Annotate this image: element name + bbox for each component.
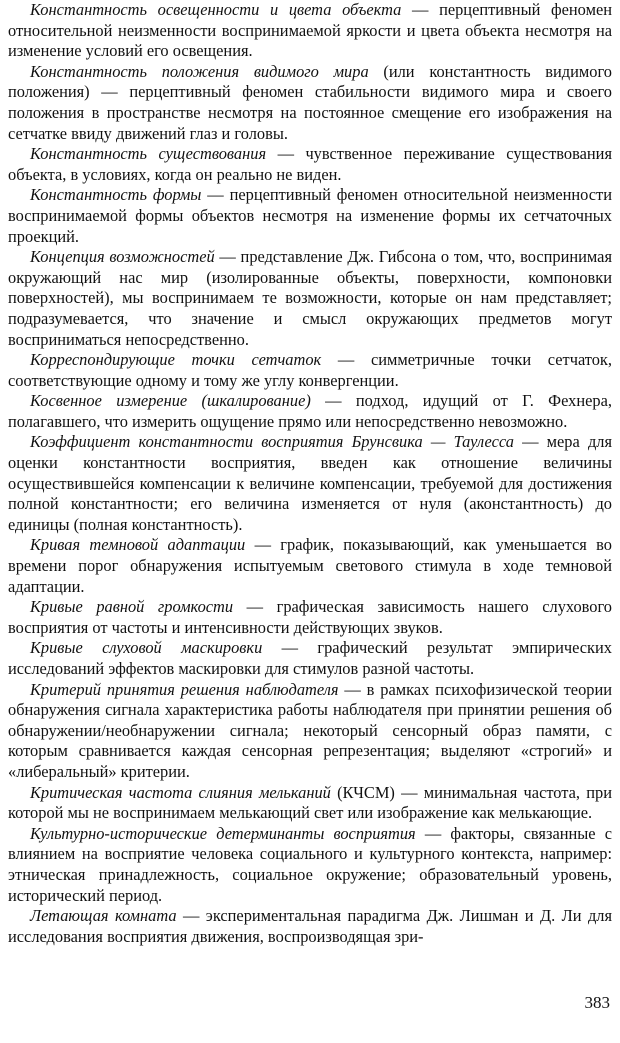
entry-definition: (КЧСМ) — минимальная частота, при которой мы не воспринимаем мелькающий свет или изображение как мелькающие. bbox=[8, 782, 612, 823]
entry-term: Константность положения видимого мира bbox=[30, 61, 369, 81]
entry-definition: — в рамках психофизической теории обнаружения сигнала характеристика работы наблюдателя при принятии решения об обнаружении/необнаружении сигнала; некоторый сенсорный образ памяти, с которым сравнивается каждая сенсорная репрезентация; выделяют «строгий» и «либеральный» критерии. bbox=[8, 679, 612, 781]
entry-term: Критерий принятия решения наблюдателя bbox=[30, 679, 339, 699]
entry-term: Кривая темновой адаптации bbox=[30, 535, 246, 555]
glossary-entry bbox=[8, 350, 612, 391]
glossary-entry bbox=[8, 680, 612, 783]
entry-definition: (или константность видимого положения) — перцептивный феномен стабильности видимого мира и своего положения в пространстве несмотря на постоянное смещение его изображения на сетчатке ввиду движений глаз и головы. bbox=[8, 61, 612, 143]
glossary-entry bbox=[8, 247, 612, 350]
glossary-entry bbox=[8, 783, 612, 824]
glossary-entry bbox=[8, 432, 612, 535]
entry-definition: — графический результат эмпирических исследований эффектов маскировки для стимулов разной частоты. bbox=[8, 638, 612, 678]
entry-term: Корреспондирующие точки сетчаток bbox=[30, 350, 322, 370]
entry-definition: — графическая зависимость нашего слухового восприятия от частоты и интенсивности действующих звуков. bbox=[8, 597, 613, 637]
glossary-entry bbox=[8, 597, 612, 638]
entry-term: Кривые слуховой маскировки bbox=[30, 638, 263, 658]
entry-term: Константность освещенности и цвета объекта bbox=[30, 0, 402, 19]
glossary-entry bbox=[8, 638, 612, 679]
dictionary-page bbox=[8, 0, 612, 947]
glossary-entry bbox=[8, 62, 612, 144]
entry-definition: — представление Дж. Гибсона о том, что, воспринимая окружающий нас мир (изолированные объекты, поверхности, компоновки поверхностей), мы воспринимаем те возможности, которые он нам представляет; подразумевается, что значение и смысл окружающих предметов могут восприниматься непосредственно. bbox=[8, 247, 612, 349]
entry-term: Константность формы bbox=[30, 185, 202, 205]
page-number: 383 bbox=[584, 993, 610, 1012]
entry-term: Кривые равной громкости bbox=[30, 597, 234, 617]
entry-definition: — симметричные точки сетчаток, соответствующие одному и тому же углу конвергенции. bbox=[8, 350, 612, 390]
glossary-entry bbox=[8, 824, 612, 906]
glossary-entry bbox=[8, 535, 612, 597]
entry-definition: — перцептивный феномен относительной неизменности воспринимаемой яркости и цвета объекта несмотря на изменение условий его освещения. bbox=[8, 0, 612, 61]
entry-definition: — график, показывающий, как уменьшается во времени порог обнаружения испытуемым светового стимула в ходе темновой адаптации. bbox=[8, 535, 612, 596]
entry-definition: — мера для оценки константности восприятия, введен как отношение величины осуществившейся компенсации к величине компенсации, требуемой для достижения полной константности; его величина изменяется от нуля (аконстантность) до единицы (полная константность). bbox=[8, 432, 613, 534]
entry-definition: — экспериментальная парадигма Дж. Лишман и Д. Ли для исследования восприятия движения, воспроизводящая зри- bbox=[8, 906, 613, 946]
entry-term: Культурно-исторические детерминанты восприятия bbox=[30, 823, 416, 843]
entry-definition: — факторы, связанные с влиянием на восприятие человека социального и культурного контекста, например: этническая принадлежность, социальное окружение; образовательный уровень, исторический период. bbox=[8, 823, 612, 905]
glossary-entry bbox=[8, 144, 612, 185]
entry-term: Константность существования bbox=[30, 144, 267, 164]
entry-term: Коэффициент константности восприятия Брунсвика — Таулесса bbox=[30, 432, 514, 452]
glossary-entry bbox=[8, 0, 612, 62]
glossary-entry bbox=[8, 391, 612, 432]
entry-term: Летающая комната bbox=[30, 906, 177, 926]
entry-term: Косвенное измерение (шкалирование) bbox=[30, 391, 311, 411]
glossary-entry bbox=[8, 185, 612, 247]
entry-term: Концепция возможностей bbox=[30, 247, 215, 267]
entry-definition: — подход, идущий от Г. Фехнера, полагавшего, что измерить ощущение прямо или непосредственно невозможно. bbox=[8, 391, 612, 431]
entry-definition: — чувственное переживание существования объекта, в условиях, когда он реально не виден. bbox=[8, 144, 612, 184]
entry-term: Критическая частота слияния мельканий bbox=[30, 782, 331, 802]
glossary-entry bbox=[8, 906, 612, 947]
entry-definition: — перцептивный феномен относительной неизменности воспринимаемой формы объектов несмотря на изменение формы их сетчаточных проекций. bbox=[8, 185, 612, 246]
